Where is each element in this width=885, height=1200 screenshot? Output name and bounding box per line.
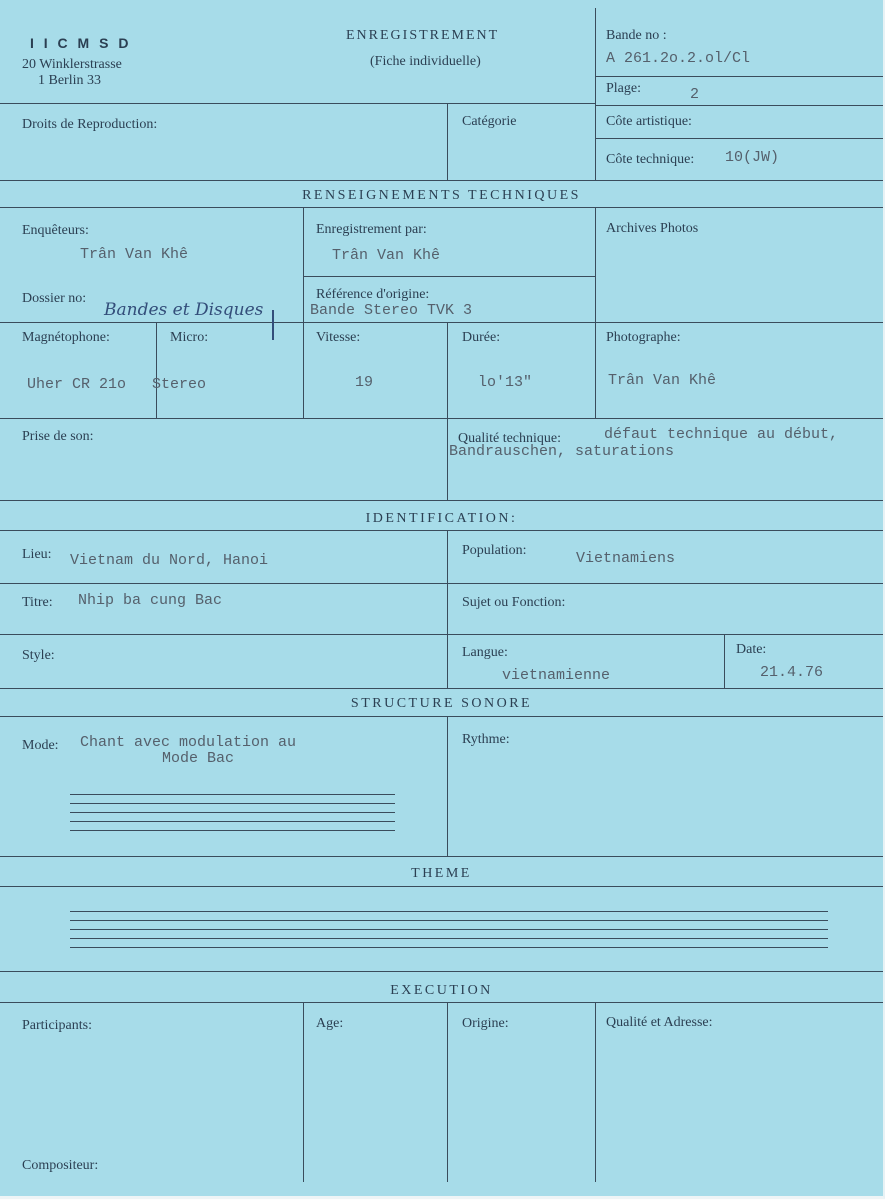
titre-value: Nhip ba cung Bac (78, 592, 223, 609)
enregistrement-par-value: Trân Van Khê (332, 247, 441, 264)
rule-plage (595, 105, 883, 106)
plage-value: 2 (690, 86, 700, 103)
population-label: Population: (462, 543, 527, 558)
rule-v-tech-1 (303, 207, 304, 418)
participants-label: Participants: (22, 1018, 92, 1033)
rule-enqueteurs (303, 276, 595, 277)
cote-artistique-label: Côte artistique: (606, 114, 692, 129)
mode-staff-line-1 (70, 794, 395, 795)
duree-value: lo'13" (478, 374, 533, 391)
mode-value-2: Mode Bac (162, 750, 235, 767)
rule-v-duree (447, 322, 448, 418)
rule-titre (0, 634, 883, 635)
reference-value: Bande Stereo TVK 3 (310, 302, 473, 319)
vitesse-value: 19 (355, 374, 374, 391)
theme-staff-line-3 (70, 929, 828, 930)
rule-ident-heading (0, 530, 883, 531)
section-heading-technical: RENSEIGNEMENTS TECHNIQUES (302, 188, 581, 203)
qualite-adresse-label: Qualité et Adresse: (606, 1015, 713, 1030)
sujet-label: Sujet ou Fonction: (462, 595, 566, 610)
rule-cote (595, 138, 883, 139)
org-logo: I I C M S D (30, 35, 129, 51)
rule-dossier (0, 322, 883, 323)
rule-v-qualite (447, 418, 448, 500)
rule-v-date (724, 634, 725, 688)
mode-staff-line-5 (70, 830, 395, 831)
mode-staff-line-2 (70, 803, 395, 804)
mode-staff-line-3 (70, 812, 395, 813)
vitesse-label: Vitesse: (316, 330, 361, 345)
org-street: 20 Winklerstrasse (22, 57, 122, 72)
lieu-label: Lieu: (22, 547, 52, 562)
photographe-label: Photographe: (606, 330, 681, 345)
enregistrement-par-label: Enregistrement par: (316, 222, 427, 237)
bande-value: A 261.2o.2.ol/Cl (606, 50, 751, 67)
rule-theme-bottom (0, 971, 883, 972)
archives-photos-label: Archives Photos (606, 221, 699, 236)
dossier-value: Bandes et Disques (104, 300, 264, 320)
dossier-label: Dossier no: (22, 291, 87, 306)
rule-header-bottom (0, 103, 595, 104)
rule-bande (595, 76, 883, 77)
rule-v-header (595, 8, 596, 180)
titre-label: Titre: (22, 595, 53, 610)
form-title: ENREGISTREMENT (346, 28, 500, 43)
origine-label: Origine: (462, 1016, 509, 1031)
rule-v-ident (447, 530, 448, 688)
photographe-value: Trân Van Khê (608, 372, 717, 389)
micro-value: Stereo (152, 376, 207, 393)
duree-label: Durée: (462, 330, 501, 345)
rule-v-tech-2 (595, 207, 596, 418)
lieu-value: Vietnam du Nord, Hanoi (70, 552, 269, 569)
mode-staff-line-4 (70, 821, 395, 822)
rule-equipment (0, 418, 883, 419)
date-value: 21.4.76 (760, 664, 824, 681)
cote-technique-label: Côte technique: (606, 152, 695, 167)
qualite-technique-value-1: défaut technique au début, (604, 426, 839, 443)
rule-v-rythme (447, 716, 448, 856)
rythme-label: Rythme: (462, 732, 510, 747)
enqueteurs-value: Trân Van Khê (80, 246, 189, 263)
section-heading-structure: STRUCTURE SONORE (350, 696, 533, 711)
section-heading-theme: THEME (411, 866, 472, 881)
theme-staff-line-2 (70, 920, 828, 921)
style-label: Style: (22, 648, 55, 663)
reference-label: Référence d'origine: (316, 287, 430, 302)
rule-lieu (0, 583, 883, 584)
rule-rights-bottom (0, 180, 883, 181)
cote-technique-value: 10(JW) (725, 149, 780, 166)
rule-v-micro (156, 322, 157, 418)
date-label: Date: (736, 642, 767, 657)
magnetophone-value: Uher CR 21o (27, 376, 127, 393)
rule-v-age (303, 1002, 304, 1182)
bande-label: Bande no : (606, 28, 667, 43)
rule-style (0, 688, 883, 689)
qualite-technique-label: Qualité technique: (458, 431, 562, 446)
rule-prise (0, 500, 883, 501)
dossier-pen-mark (272, 310, 274, 340)
form-subtitle: (Fiche individuelle) (370, 54, 481, 69)
theme-staff-line-1 (70, 911, 828, 912)
compositeur-label: Compositeur: (22, 1158, 99, 1173)
droits-label: Droits de Reproduction: (22, 117, 158, 132)
micro-label: Micro: (170, 330, 209, 345)
rule-struct-heading (0, 716, 883, 717)
rule-mode (0, 856, 883, 857)
rule-theme-heading (0, 886, 883, 887)
section-heading-identification: IDENTIFICATION: (365, 511, 518, 526)
theme-staff-line-4 (70, 938, 828, 939)
rule-v-adresse (595, 1002, 596, 1182)
population-value: Vietnamiens (576, 550, 676, 567)
categorie-label: Catégorie (462, 114, 517, 129)
rule-exec-heading (0, 1002, 883, 1003)
langue-label: Langue: (462, 645, 508, 660)
rule-v-categorie (447, 103, 448, 180)
enqueteurs-label: Enquêteurs: (22, 223, 89, 238)
langue-value: vietnamienne (502, 667, 611, 684)
plage-label: Plage: (606, 81, 641, 96)
qualite-technique-value-2: Bandrauschen, saturations (449, 443, 675, 460)
magnetophone-label: Magnétophone: (22, 330, 110, 345)
rule-v-origine (447, 1002, 448, 1182)
rule-tech-heading (0, 207, 883, 208)
org-city: 1 Berlin 33 (38, 73, 101, 88)
mode-label: Mode: (22, 738, 59, 753)
mode-value-1: Chant avec modulation au (80, 734, 297, 751)
theme-staff-line-5 (70, 947, 828, 948)
section-heading-execution: EXECUTION (390, 983, 493, 998)
prise-de-son-label: Prise de son: (22, 429, 94, 444)
age-label: Age: (316, 1016, 344, 1031)
